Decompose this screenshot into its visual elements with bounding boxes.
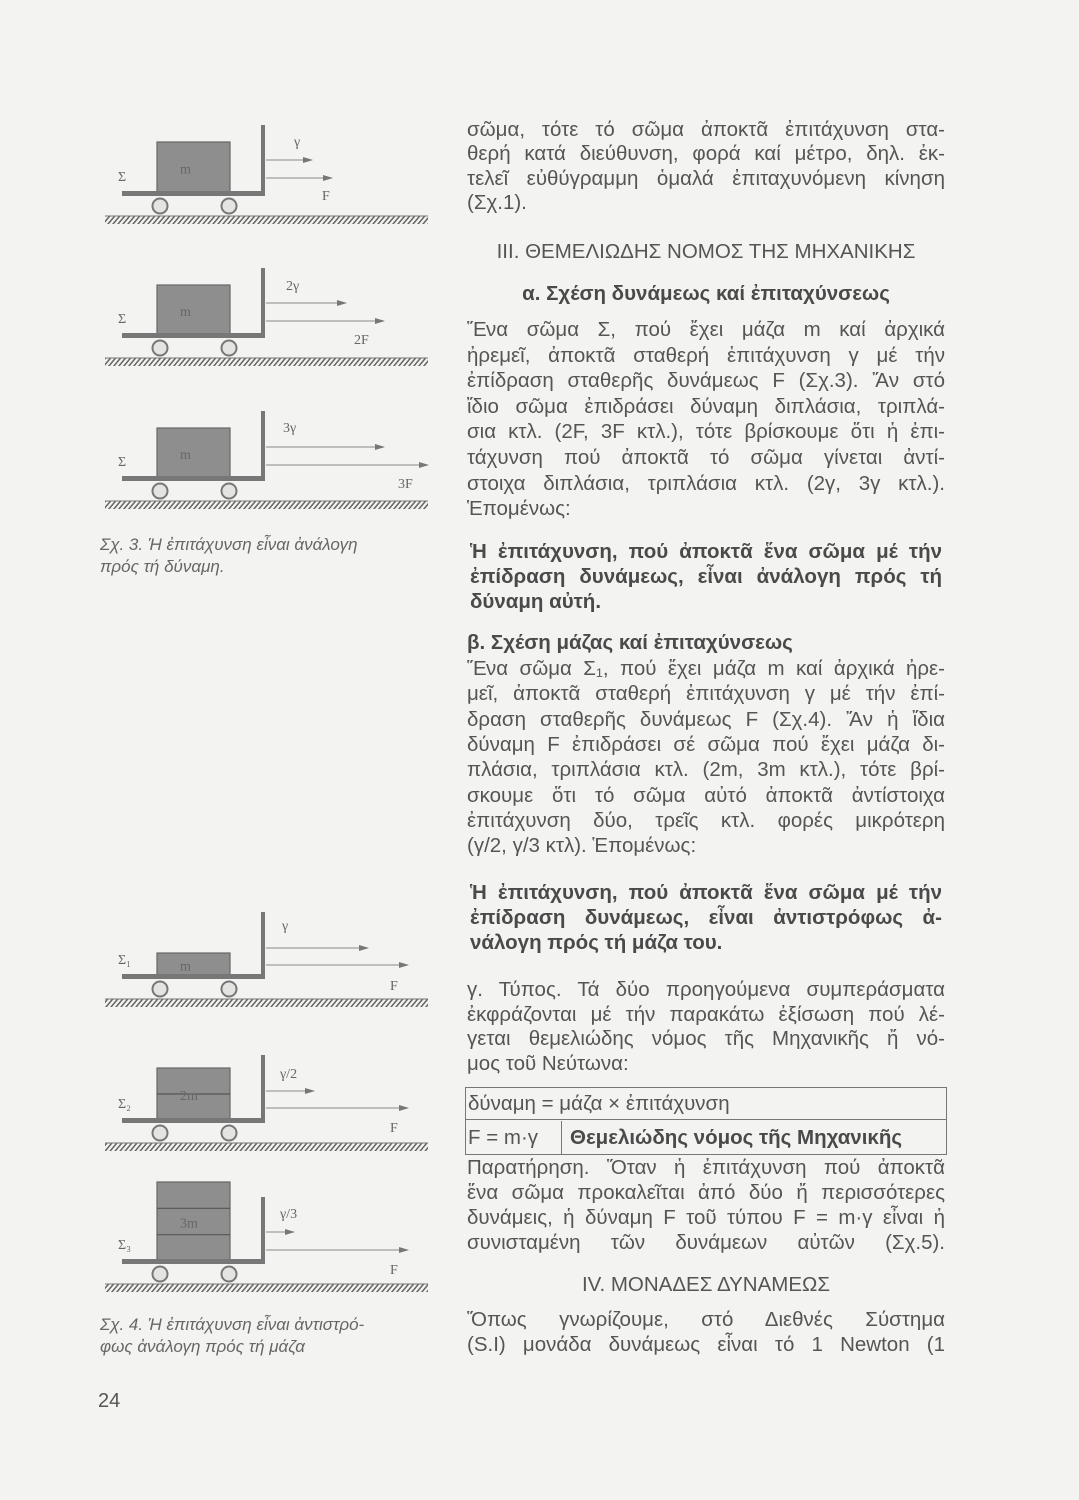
paragraph-3-line: Ἕνα σῶμα Σ₁, πού ἔχει μάζα m καί ἀρχικά ἠρε- xyxy=(467,657,945,680)
formula-words: δύναμη = μάζα × ἐπιτάχυνση xyxy=(466,1088,946,1120)
paragraph-5-line: δυνάμεις, ἡ δύναμη F τοῦ τύπου F = m·γ εἶναι ἡ xyxy=(467,1206,945,1229)
acceleration-label: γ xyxy=(282,919,289,934)
force-label: 2F xyxy=(354,333,369,348)
paragraph-3-line: (γ/2, γ/3 κτλ). Ἑπομένως: xyxy=(467,834,697,858)
wheel-icon xyxy=(153,1126,168,1141)
mass-block xyxy=(157,428,230,478)
paragraph-6-line: (S.I) μονάδα δυνάμεως εἶναι τό 1 Newton (1 xyxy=(467,1333,945,1356)
acceleration-label: 3γ xyxy=(283,421,297,436)
wheel-icon xyxy=(222,484,237,499)
paragraph-4-line: γεται θεμελιώδης νόμος τῆς Μηχανικῆς ἤ νό- xyxy=(467,1027,945,1051)
paragraph-1-line: θερή κατά διεύθυνση, φορά καί μέτρο, δηλ. ἐκ- xyxy=(467,142,945,166)
paragraph-2-line: τάχυνση πού ἀποκτᾶ τό σῶμα γίνεται ἀντί- xyxy=(467,446,945,469)
paragraph-5-line: συνισταμένη τῶν δυνάμεων αὐτῶν (Σχ.5). xyxy=(467,1231,945,1254)
paragraph-1-line: σῶμα, τότε τό σῶμα ἀποκτᾶ ἐπιτάχυνση στα- xyxy=(467,118,945,141)
mass-block xyxy=(157,285,230,335)
body-label: Σ₃ xyxy=(118,1238,132,1253)
figure-3-caption: πρός τή δύναμη. xyxy=(100,557,225,576)
mass-block xyxy=(157,953,230,976)
force-label: F xyxy=(390,1121,398,1136)
body-label: Σ xyxy=(118,170,127,185)
cart-platform xyxy=(122,476,265,481)
formula-name: Θεμελιώδης νόμος τῆς Μηχανικῆς xyxy=(570,1126,903,1149)
body-label: Σ xyxy=(118,312,127,327)
cart-diagram xyxy=(105,411,428,509)
paragraph-5-line: Παρατήρηση. Ὅταν ἡ ἐπιτάχυνση πού ἀποκτᾶ xyxy=(467,1156,945,1179)
mass-label: m xyxy=(180,448,191,463)
mass-label: m xyxy=(180,305,191,320)
wheel-icon xyxy=(153,484,168,499)
cart-post xyxy=(261,411,265,481)
mass-label: m xyxy=(180,959,191,975)
paragraph-4-line: μος τοῦ Νεύτωνα: xyxy=(467,1052,629,1076)
cart-diagram xyxy=(105,1182,428,1292)
law-statement-b-line: Ἡ ἐπιτάχυνση, πού ἀποκτᾶ ἕνα σῶμα μέ τήν xyxy=(470,881,942,904)
ground-hatch xyxy=(105,1143,428,1151)
force-label: F xyxy=(390,979,398,994)
wheel-icon xyxy=(222,1267,237,1282)
figure-3-caption: Σχ. 3. Ἡ ἐπιτάχυνση εἶναι ἀνάλογη xyxy=(100,535,358,554)
paragraph-3-line: πλάσια, τριπλάσια κτλ. (2m, 3m κτλ.), τότε βρί- xyxy=(467,758,945,782)
mass-label: 2m xyxy=(180,1089,198,1104)
wheel-icon xyxy=(153,1267,168,1282)
force-label: F xyxy=(322,189,330,204)
ground-hatch xyxy=(105,1284,428,1292)
paragraph-3-line: μεῖ, ἀποκτᾶ σταθερή ἐπιτάχυνση γ μέ τήν ἐπί- xyxy=(467,682,945,706)
mass-label: 3m xyxy=(180,1216,198,1232)
wheel-icon xyxy=(222,341,237,356)
paragraph-3-line: δραση σταθερῆς δυνάμεως F (Σχ.4). Ἄν ἡ ἴδια xyxy=(467,707,945,731)
body-label: Σ xyxy=(118,455,127,470)
wheel-icon xyxy=(153,341,168,356)
page-number: 24 xyxy=(98,1390,121,1412)
wheel-icon xyxy=(222,982,237,997)
paragraph-2-line: Ἕνα σῶμα Σ, πού ἔχει μάζα m καί ἀρχικά xyxy=(467,318,945,341)
acceleration-label: γ/2 xyxy=(280,1067,298,1082)
acceleration-label: γ xyxy=(294,135,301,150)
cart-post xyxy=(261,1055,265,1123)
acceleration-label: γ/3 xyxy=(280,1207,298,1222)
paragraph-5-line: ἕνα σῶμα προκαλεῖται ἀπό δύο ἤ περισσότερες xyxy=(467,1181,945,1204)
law-statement-a-line: Ἡ ἐπιτάχυνση, πού ἀποκτᾶ ἕνα σῶμα μέ τήν xyxy=(470,540,942,563)
section-heading-3: III. ΘΕΜΕΛΙΩΔΗΣ ΝΟΜΟΣ ΤΗΣ ΜΗΧΑΝΙΚΗΣ xyxy=(496,240,916,263)
paragraph-1-line: τελεῖ εὐθύγραμμη ὁμαλά ἐπιταχυνόμενη κίνηση xyxy=(467,166,945,190)
figure-4-caption: φως ἀνάλογη πρός τή μάζα xyxy=(100,1337,305,1356)
force-label: 3F xyxy=(398,477,413,492)
paragraph-1-line: (Σχ.1). xyxy=(467,190,527,214)
cart-diagram xyxy=(105,1055,428,1151)
ground-hatch xyxy=(105,999,428,1007)
paragraph-4-line: γ. Τύπος. Τά δύο προηγούμενα συμπεράσματα xyxy=(467,978,945,1001)
ground-hatch xyxy=(105,501,428,509)
paragraph-6-line: Ὅπως γνωρίζουμε, στό Διεθνές Σύστημα xyxy=(467,1308,945,1331)
law-statement-b-line: ἐπίδραση δυνάμεως, εἶναι ἀντιστρόφως ἀ- xyxy=(470,906,942,929)
wheel-icon xyxy=(222,199,237,214)
paragraph-4-line: ἐκφράζονται μέ τήν παρακάτω ἐξίσωση πού λέ- xyxy=(467,1002,945,1026)
paragraph-2-line: Ἑπομένως: xyxy=(467,497,571,521)
paragraph-3-line: δύναμη F ἐπιδράσει σέ σῶμα πού ἔχει μάζα δι- xyxy=(467,732,945,756)
cart-post xyxy=(261,1197,265,1264)
subheading-a: α. Σχέση δυνάμεως καί ἐπιταχύνσεως xyxy=(522,282,890,305)
cart-platform xyxy=(122,1259,265,1264)
paragraph-3-line: ἐπιτάχυνση δύο, τρεῖς κτλ. φορές μικρότερη xyxy=(467,808,945,832)
formula-box xyxy=(465,1087,947,1155)
paragraph-2-line: ἠρεμεῖ, ἀποκτᾶ σταθερή ἐπιτάχυνση γ μέ τήν xyxy=(467,343,945,367)
cart-platform xyxy=(122,333,265,338)
cart-post xyxy=(261,912,265,979)
force-label: F xyxy=(390,1263,398,1278)
section-heading-4: IV. ΜΟΝΑΔΕΣ ΔΥΝΑΜΕΩΣ xyxy=(581,1273,831,1296)
acceleration-label: 2γ xyxy=(286,279,300,294)
cart-platform xyxy=(122,191,265,196)
mass-label: m xyxy=(180,162,191,178)
body-label: Σ₂ xyxy=(118,1097,132,1112)
cart-diagram xyxy=(105,912,428,1007)
cart-diagram xyxy=(105,268,428,366)
formula-symbolic: F = m·γ xyxy=(466,1121,562,1154)
cart-post xyxy=(261,125,265,196)
paragraph-2-line: σια κτλ. (2F, 3F κτλ.), τότε βρίσκουμε ὅτι ἡ ἐπι- xyxy=(467,420,945,444)
ground-hatch xyxy=(105,358,428,366)
law-statement-a-line: ἐπίδραση δυνάμεως, εἶναι ἀνάλογη πρός τή xyxy=(470,565,942,588)
wheel-icon xyxy=(153,982,168,997)
law-statement-b-line: νάλογη πρός τή μάζα του. xyxy=(470,931,723,954)
subheading-b: β. Σχέση μάζας καί ἐπιταχύνσεως xyxy=(467,631,793,654)
cart-platform xyxy=(122,974,265,979)
ground-hatch xyxy=(105,216,428,224)
law-statement-a-line: δύναμη αὐτή. xyxy=(470,590,602,613)
paragraph-2-line: στοιχα διπλάσια, τριπλάσια κτλ. (2γ, 3γ κτλ.). xyxy=(467,471,945,495)
paragraph-2-line: ἐπίδραση σταθερῆς δυνάμεως F (Σχ.3). Ἄν στό xyxy=(467,369,945,393)
cart-diagram xyxy=(105,125,428,224)
figure-4-caption: Σχ. 4. Ἡ ἐπιτάχυνση εἶναι ἀντιστρό- xyxy=(100,1315,365,1334)
paragraph-3-line: σκουμε ὅτι τό σῶμα αὐτό ἀποκτᾶ ἀντίστοιχα xyxy=(467,783,945,807)
mass-block xyxy=(157,142,230,193)
cart-platform xyxy=(122,1118,265,1123)
paragraph-2-line: ἴδιο σῶμα ἐπιδράσει δύναμη διπλάσια, τριπλά- xyxy=(467,394,945,418)
wheel-icon xyxy=(222,1126,237,1141)
wheel-icon xyxy=(153,199,168,214)
cart-post xyxy=(261,268,265,338)
body-label: Σ₁ xyxy=(118,953,132,968)
